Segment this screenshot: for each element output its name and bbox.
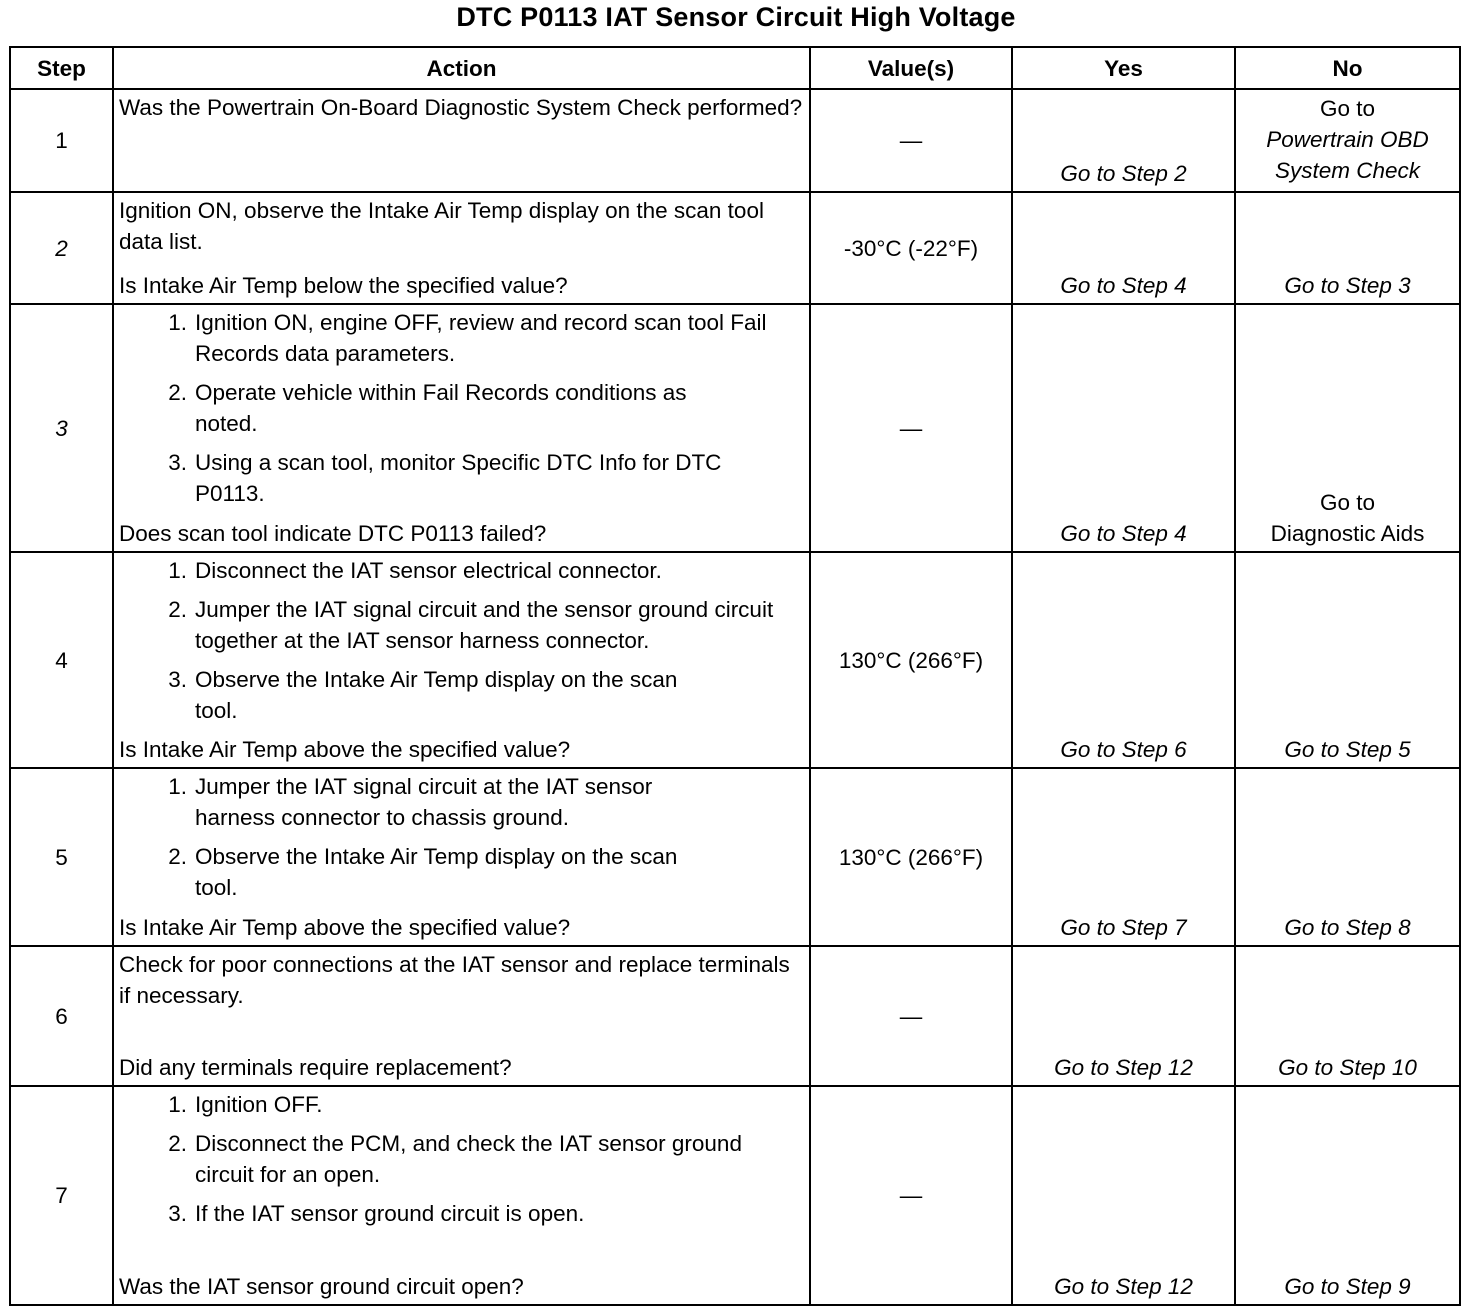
action-cell: [113, 552, 810, 768]
action-cell: [113, 192, 810, 304]
table-row: [10, 192, 1460, 304]
action-question: Is Intake Air Temp below the specified value?: [119, 273, 568, 298]
value-text: —: [899, 415, 923, 441]
value-text: 130°C (266°F): [838, 844, 984, 870]
action-steps: [119, 307, 805, 517]
no-cell: [1235, 1086, 1460, 1305]
no-cell: [1235, 89, 1460, 192]
yes-cell: [1012, 946, 1235, 1086]
no-cell: [1235, 768, 1460, 946]
action-step-item: 1. Disconnect the IAT sensor electrical connector.: [168, 558, 662, 583]
action-step-item: 2. Disconnect the PCM, and check the IAT sensor ground circuit for an open.: [168, 1131, 742, 1187]
action-text: Was the Powertrain On-Board Diagnostic System Check performed?: [119, 95, 803, 120]
no-cell: [1235, 192, 1460, 304]
action-step-item: 2. Operate vehicle within Fail Records conditions as noted.: [168, 380, 687, 436]
action-step-item: 3. If the IAT sensor ground circuit is open.: [168, 1201, 585, 1226]
action-question: Is Intake Air Temp above the specified value?: [119, 915, 571, 940]
header-values: Value(s): [810, 47, 1012, 89]
yes-cell: [1012, 1086, 1235, 1305]
yes-link[interactable]: Go to Step 4: [1060, 273, 1187, 298]
yes-cell: [1012, 304, 1235, 552]
value-text: -30°C (-22°F): [843, 235, 979, 261]
action-step-item: 1. Ignition OFF.: [168, 1092, 323, 1117]
no-link[interactable]: Go to Step 10: [1278, 1055, 1417, 1080]
action-text: Ignition ON, observe the Intake Air Temp display on the scan tool data list.: [119, 198, 764, 254]
action-step-item: 1. Ignition ON, engine OFF, review and record scan tool Fail Records data parameters.: [168, 310, 767, 366]
yes-link[interactable]: Go to Step 7: [1060, 915, 1187, 940]
value-text: —: [899, 1183, 923, 1208]
action-steps: [119, 771, 805, 911]
step-number: 6: [10, 946, 113, 1086]
action-step-item: 1. Jumper the IAT signal circuit at the IAT sensor harness connector to chassis ground.: [168, 774, 653, 830]
step-number: 3: [10, 304, 113, 552]
step-number: 1: [10, 89, 113, 192]
no-link[interactable]: Go to Step 9: [1284, 1274, 1411, 1299]
header-step: Step: [10, 47, 113, 89]
diagnostic-table: [9, 46, 1461, 1306]
no-link[interactable]: Go to Step 3: [1284, 273, 1411, 298]
no-link[interactable]: Powertrain OBD System Check: [1266, 127, 1429, 183]
value-text: —: [899, 1003, 923, 1029]
no-cell: [1235, 304, 1460, 552]
no-link[interactable]: Go to Step 8: [1284, 915, 1411, 940]
yes-cell: [1012, 89, 1235, 192]
value-cell: [810, 552, 1012, 768]
yes-link[interactable]: Go to Step 12: [1054, 1055, 1193, 1080]
value-text: —: [899, 128, 923, 153]
yes-link[interactable]: Go to Step 12: [1054, 1274, 1193, 1299]
step-number: 2: [10, 192, 113, 304]
yes-link[interactable]: Go to Step 4: [1060, 521, 1187, 546]
action-step-item: 2. Observe the Intake Air Temp display on the scan tool.: [168, 844, 678, 900]
action-question: Is Intake Air Temp above the specified value?: [119, 737, 571, 762]
value-cell: [810, 768, 1012, 946]
step-number: 4: [10, 552, 113, 768]
value-cell: [810, 1086, 1012, 1305]
action-question: Was the IAT sensor ground circuit open?: [119, 1274, 524, 1299]
action-cell: [113, 768, 810, 946]
action-step-item: 2. Jumper the IAT signal circuit and the sensor ground circuit together at the IAT sensor harness connector.: [168, 597, 774, 653]
no-cell: [1235, 552, 1460, 768]
header-yes: Yes: [1012, 47, 1235, 89]
header-row: [10, 47, 1460, 89]
action-question: Does scan tool indicate DTC P0113 failed?: [119, 521, 547, 546]
table-row: [10, 89, 1460, 192]
action-cell: [113, 1086, 810, 1305]
action-steps: [119, 1089, 805, 1237]
action-steps: [119, 555, 805, 734]
action-text: Check for poor connections at the IAT sensor and replace terminals if necessary.: [119, 952, 790, 1008]
value-cell: [810, 89, 1012, 192]
yes-cell: [1012, 552, 1235, 768]
no-link[interactable]: Go to Step 5: [1284, 737, 1411, 762]
header-action: Action: [113, 47, 810, 89]
yes-link[interactable]: Go to Step 2: [1060, 161, 1187, 186]
action-step-item: 3. Observe the Intake Air Temp display on the scan tool.: [168, 667, 678, 723]
value-cell: [810, 192, 1012, 304]
yes-cell: [1012, 192, 1235, 304]
action-cell: [113, 304, 810, 552]
no-cell: [1235, 946, 1460, 1086]
yes-link[interactable]: Go to Step 6: [1060, 737, 1187, 762]
action-cell: [113, 946, 810, 1086]
page-title: DTC P0113 IAT Sensor Circuit High Voltage: [456, 2, 1016, 32]
yes-cell: [1012, 768, 1235, 946]
value-cell: [810, 946, 1012, 1086]
action-step-item: 3. Using a scan tool, monitor Specific DTC Info for DTC P0113.: [168, 450, 722, 506]
table-row: [10, 768, 1460, 946]
action-cell: [113, 89, 810, 192]
no-link-prefix: Go to: [1319, 96, 1376, 121]
table-row: [10, 1086, 1460, 1305]
action-question: Did any terminals require replacement?: [119, 1055, 512, 1080]
step-number: 5: [10, 768, 113, 946]
no-link[interactable]: Go to Diagnostic Aids: [1270, 490, 1425, 546]
step-number: 7: [10, 1086, 113, 1305]
value-cell: [810, 304, 1012, 552]
table-row: [10, 304, 1460, 552]
value-text: 130°C (266°F): [838, 647, 984, 673]
header-no: No: [1235, 47, 1460, 89]
table-row: [10, 552, 1460, 768]
table-row: [10, 946, 1460, 1086]
